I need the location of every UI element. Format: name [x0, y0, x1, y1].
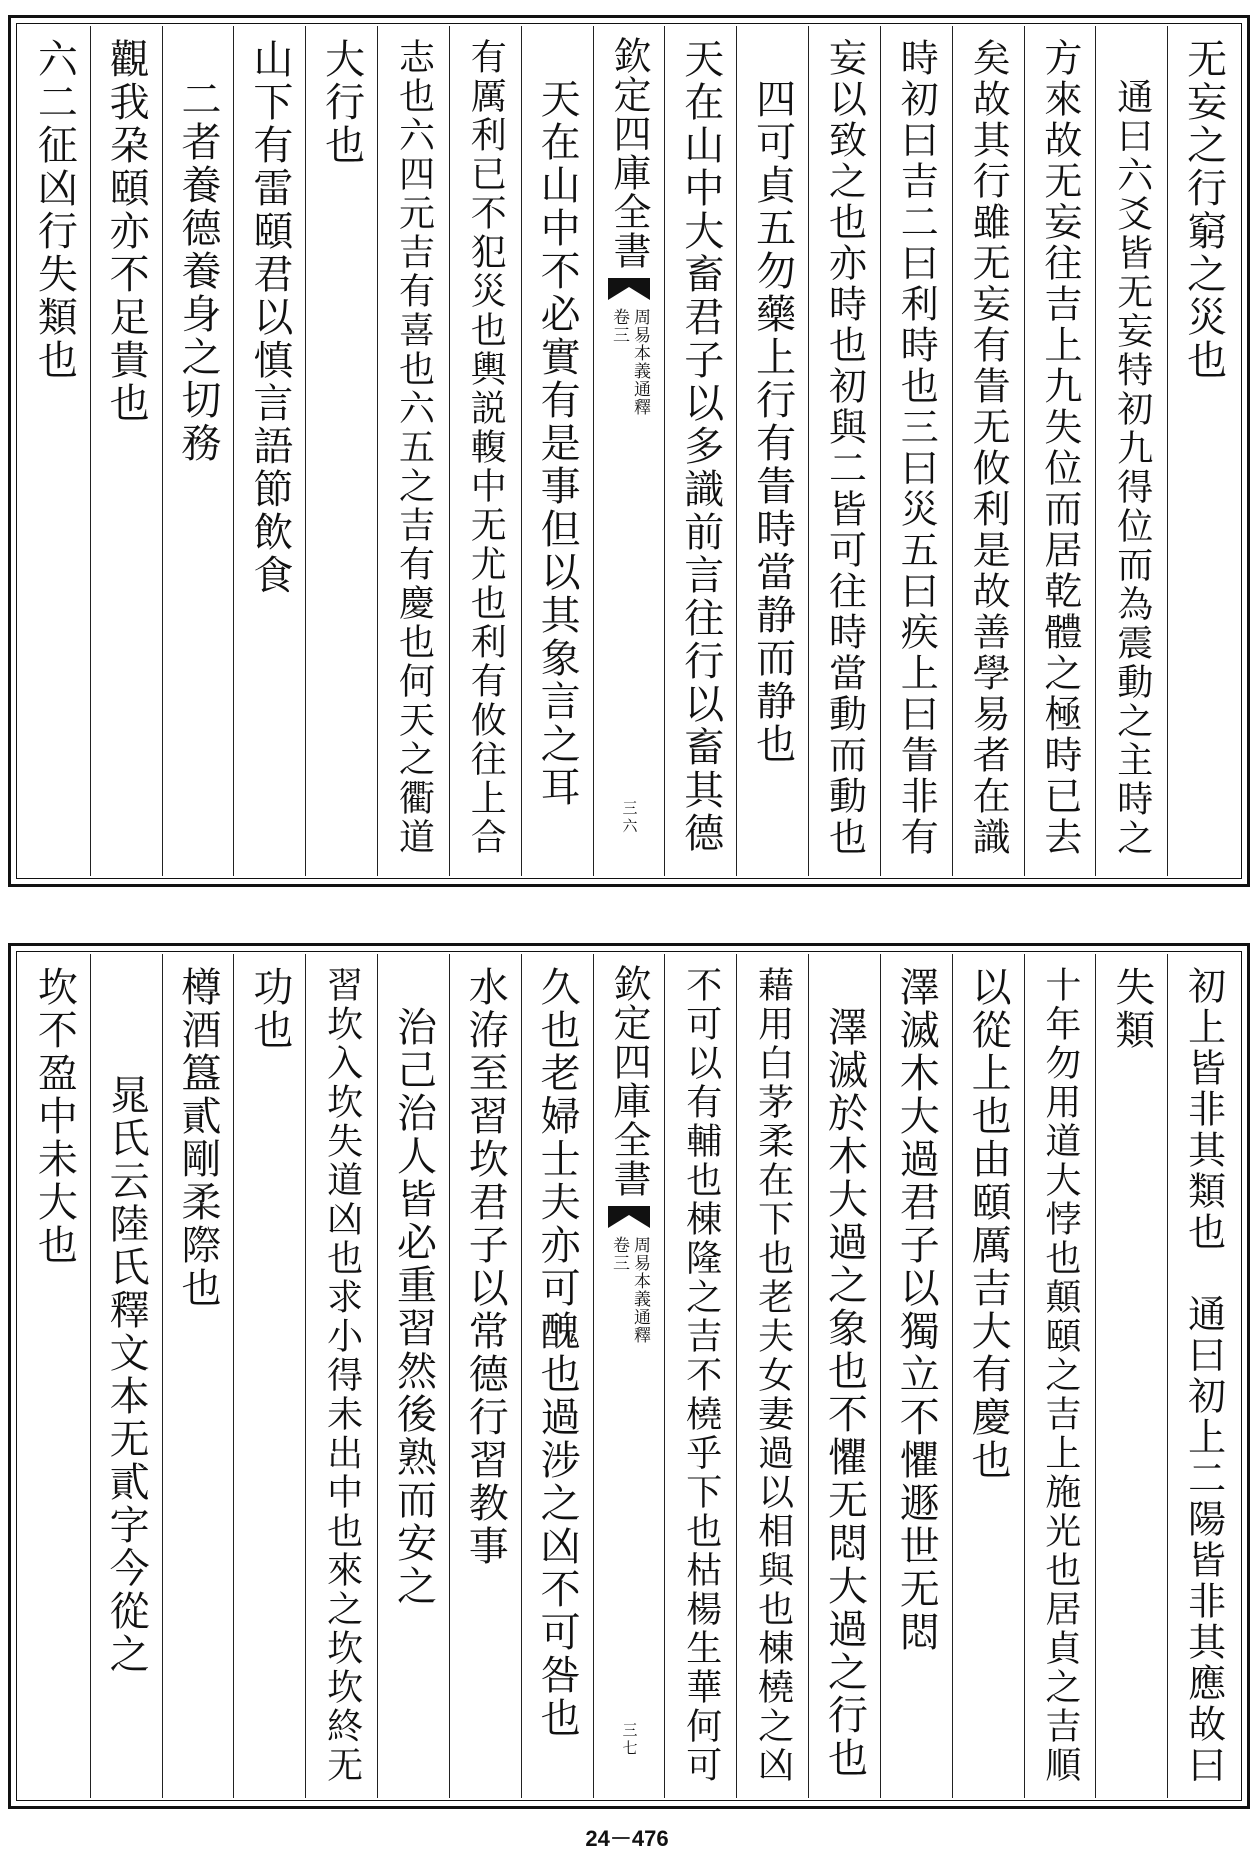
column-text: 妄以致之也亦時也初與二皆可往時當動而動也 [822, 38, 867, 858]
column-text: 初上皆非其類也 通曰初上二陽皆非其應故曰 [1181, 966, 1226, 1786]
text-column [19, 26, 90, 876]
text-column [1024, 954, 1096, 1798]
column-text: 大行也 [318, 38, 365, 167]
column-text: 六二征凶行失類也 [31, 38, 78, 382]
text-column [664, 954, 736, 1798]
column-text: 方來故无妄往吉上九失位而居乾體之極時已去 [1037, 38, 1082, 858]
column-text: 天在山中大畜君子以多識前言往行以畜其德 [677, 38, 724, 855]
text-column [90, 954, 162, 1798]
column-text: 澤滅於木大過之象也不懼无悶大過之行也 [821, 1006, 868, 1780]
text-column [1095, 26, 1167, 876]
center-title: 欽定四庫全書 [606, 36, 651, 270]
center-caption [610, 308, 648, 416]
column-text: 樽酒簋貳剛柔際也 [174, 966, 221, 1310]
text-column [233, 954, 305, 1798]
text-column [449, 954, 521, 1798]
column-text: 藉用白茅柔在下也老夫女妻過以相與也棟橈之凶 [752, 966, 794, 1785]
column-text: 習坎入坎失道凶也求小得未出中也來之坎坎終无 [321, 966, 363, 1785]
column-text: 通曰六爻皆无妄特初九得位而為震動之主時之 [1111, 78, 1153, 858]
text-column [808, 26, 880, 876]
text-column [1095, 954, 1167, 1798]
text-column [952, 954, 1024, 1798]
text-column [736, 954, 808, 1798]
column-grid [19, 954, 1239, 1798]
text-column [664, 26, 736, 876]
text-column [952, 26, 1024, 876]
fishtail-mark-icon [608, 1206, 650, 1228]
column-text: 久也老婦士夫亦可醜也過涉之凶不可咎也 [534, 966, 581, 1740]
center-fold-column [593, 954, 665, 1798]
column-text: 十年勿用道大悖也顛頤之吉上施光也居貞之吉順 [1039, 966, 1081, 1785]
text-column [449, 26, 521, 876]
text-column [521, 26, 593, 876]
leaf-number: 三六 [620, 800, 639, 836]
text-column [1024, 26, 1096, 876]
column-text: 坎不盈中未大也 [31, 966, 78, 1267]
column-text: 水洊至習坎君子以常德行習教事 [462, 966, 509, 1568]
column-text: 有厲利已不犯災也輿説輹中无尤也利有攸往上合 [465, 38, 507, 857]
text-column [305, 26, 377, 876]
column-text: 四可貞五勿藥上行有眚時當静而静也 [749, 78, 796, 766]
column-text: 无妄之行窮之災也 [1180, 38, 1227, 382]
column-text: 時初曰吉二曰利時也三曰災五曰疾上曰眚非有 [894, 38, 939, 858]
column-text: 二者養德養身之切務 [174, 78, 221, 465]
column-text: 失類 [1108, 966, 1155, 1052]
column-text: 以從上也由頤厲吉大有慶也 [965, 966, 1012, 1482]
text-column [808, 954, 880, 1798]
column-text: 山下有雷頤君以慎言語節飲食 [246, 38, 293, 597]
center-title: 欽定四庫全書 [606, 964, 651, 1198]
text-column [90, 26, 162, 876]
book-page-bottom [8, 943, 1250, 1809]
column-text: 不可以有輔也棟隆之吉不橈乎下也枯楊生華何可 [680, 966, 722, 1785]
leaf-number: 三七 [620, 1722, 639, 1758]
column-grid [19, 26, 1239, 876]
column-text: 功也 [246, 966, 293, 1052]
column-text: 觀我朶頤亦不足貴也 [103, 38, 150, 425]
text-column [233, 26, 305, 876]
juan-label: 卷三 [608, 1236, 629, 1272]
column-text: 天在山中不必實有是事但以其象言之耳 [534, 78, 581, 809]
text-column [377, 954, 449, 1798]
center-caption [610, 1236, 648, 1344]
text-column [736, 26, 808, 876]
book-title: 周易本義通釋 [629, 308, 650, 416]
center-fold-column [593, 26, 665, 876]
text-column [377, 26, 449, 876]
book-title: 周易本義通釋 [629, 1236, 650, 1344]
text-column [521, 954, 593, 1798]
text-column [880, 26, 952, 876]
footer-page-number: 24－476 [585, 1826, 669, 1851]
text-column [1167, 954, 1239, 1798]
column-text: 晁氏云陸氏釋文本无貳字今從之 [103, 1074, 150, 1676]
column-text: 治己治人皆必重習然後熟而安之 [390, 1006, 437, 1608]
juan-label: 卷三 [608, 308, 629, 344]
column-text: 志也六四元吉有喜也六五之吉有慶也何天之衢道 [393, 38, 435, 857]
column-text: 矣故其行雖无妄有眚无攸利是故善學易者在識 [966, 38, 1011, 858]
text-column [19, 954, 90, 1798]
text-column [162, 954, 234, 1798]
book-page-top [8, 15, 1250, 887]
text-column [305, 954, 377, 1798]
column-text: 澤滅木大過君子以獨立不懼遯世无悶 [893, 966, 940, 1654]
text-column [162, 26, 234, 876]
text-column [1167, 26, 1239, 876]
text-column [880, 954, 952, 1798]
fishtail-mark-icon [608, 278, 650, 300]
